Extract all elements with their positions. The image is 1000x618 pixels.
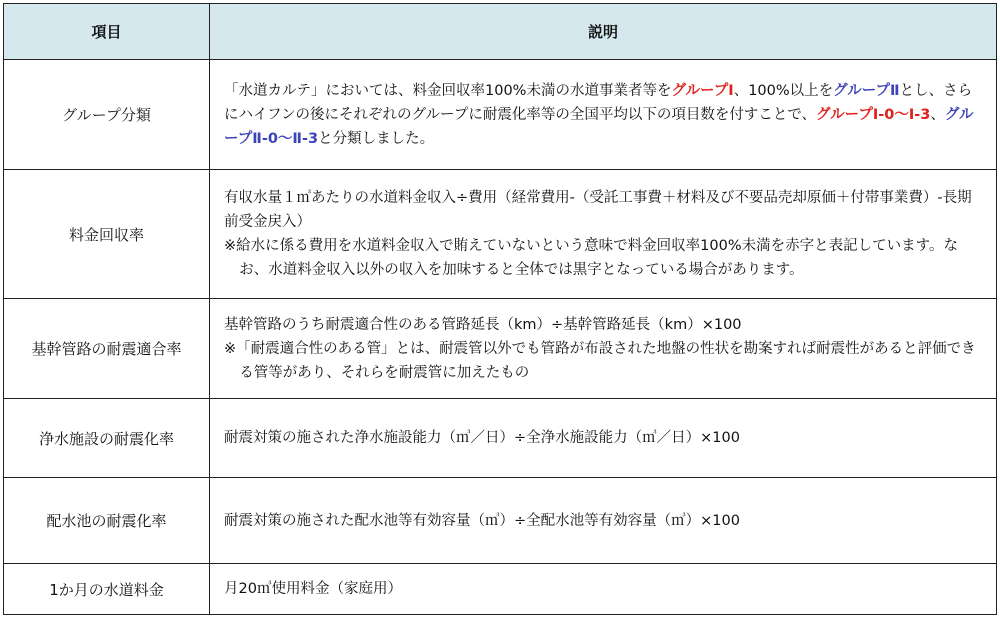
text-segment: 、 — [930, 106, 945, 123]
note-text: ※「耐震適合性のある管」とは、耐震管以外でも管路が布設された地盤の性状を勘案すれば耐震性があると評価できる管等があり、それらを耐震管に加えたもの — [224, 340, 976, 381]
row-description-cost-recovery — [210, 170, 997, 299]
header-row — [4, 4, 997, 60]
row-item-monthly-fee: 1か月の水道料金 — [4, 564, 210, 615]
text-segment: とし、さらにハイフンの後にそれぞれのグループに耐震化率等の全国平均以下の項目数を付すことで、 — [224, 82, 973, 123]
row-description-trunk-pipe-seismic — [210, 299, 997, 399]
group-1-label: グループⅠ — [671, 82, 734, 99]
definitions-table — [3, 3, 997, 615]
note-text: ※給水に係る費用を水道料金収入で賄えていないという意味で料金回収率100%未満を赤字と表記しています。なお、水道料金収入以外の収入を加味すると全体では黒字となっている場合があります。 — [224, 238, 958, 278]
table-row — [4, 60, 997, 170]
row-item-purification-seismic: 浄水施設の耐震化率 — [4, 399, 210, 478]
row-description-group-classification — [210, 60, 997, 170]
formula-text: 有収水量１㎥あたりの水道料金収入÷費用（経常費用-（受託工事費＋材料及び不要品売却原価＋付帯事業費）-長期前受金戻入） — [224, 190, 972, 230]
table-row — [4, 478, 997, 564]
group-1-range-label: グループⅠ-0～Ⅰ-3 — [816, 106, 931, 123]
formula-text: 基幹管路のうち耐震適合性のある管路延長（km）÷基幹管路延長（km）×100 — [224, 316, 742, 333]
text-segment: 、100%以上を — [733, 82, 834, 99]
table-row — [4, 399, 997, 478]
row-item-group-classification: グループ分類 — [4, 60, 210, 170]
header-item: 項目 — [4, 4, 210, 60]
table-row — [4, 564, 997, 615]
group-2-label: グループⅡ — [833, 82, 900, 99]
group-2-range-label: グループⅡ-0～Ⅱ-3 — [224, 106, 974, 147]
header-description: 説明 — [210, 4, 997, 60]
row-item-trunk-pipe-seismic: 基幹管路の耐震適合率 — [4, 299, 210, 399]
row-item-cost-recovery: 料金回収率 — [4, 170, 210, 299]
text-segment: 「水道カルテ」においては、料金回収率100%未満の水道事業者等を — [224, 82, 672, 99]
row-description-monthly-fee: 月20㎥使用料金（家庭用） — [210, 564, 997, 615]
row-item-reservoir-seismic: 配水池の耐震化率 — [4, 478, 210, 564]
table-row — [4, 299, 997, 399]
row-description-purification-seismic: 耐震対策の施された浄水施設能力（㎥／日）÷全浄水施設能力（㎥／日）×100 — [210, 399, 997, 478]
table-row — [4, 170, 997, 299]
row-description-reservoir-seismic: 耐震対策の施された配水池等有効容量（㎥）÷全配水池等有効容量（㎥）×100 — [210, 478, 997, 564]
text-segment: と分類しました。 — [318, 130, 435, 147]
